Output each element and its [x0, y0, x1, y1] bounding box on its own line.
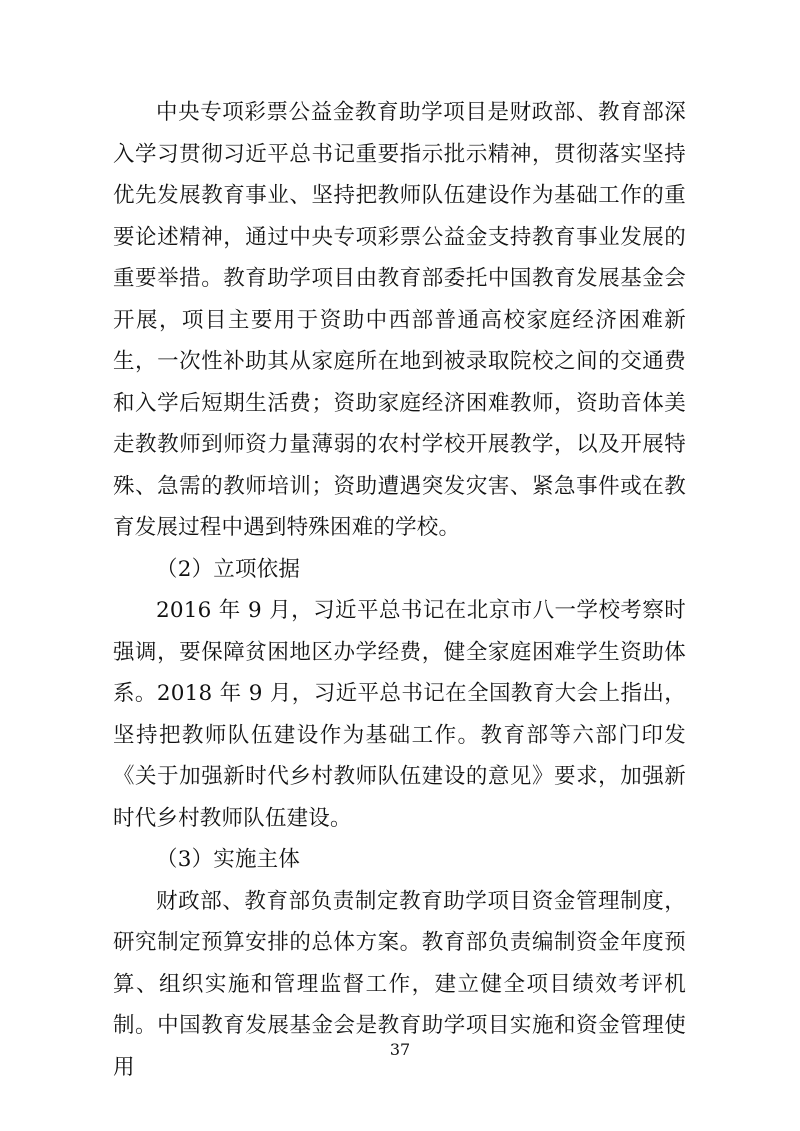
paragraph-basis-of-project: 2016 年 9 月，习近平总书记在北京市八一学校考察时强调，要保障贫困地区办学经费，健全家庭困难学生资助体系。2018 年 9 月，习近平总书记在全国教育大会上指出，坚持把教师队伍建设作为基础工作。教育部等六部门印发《关于加强新时代乡村教师队伍建设的意见》要求，加强新时代乡村教师队伍建设。: [113, 598, 686, 831]
heading-basis-of-project: （2）立项依据: [156, 556, 301, 582]
document-body: [113, 92, 686, 1088]
heading-implementing-body: （3）实施主体: [156, 847, 301, 872]
paragraph-project-overview: 中央专项彩票公益金教育助学项目是财政部、教育部深入学习贯彻习近平总书记重要指示批示精神，贯彻落实坚持优先发展教育事业、坚持把教师队伍建设作为基础工作的重要论述精神，通过中央专项彩票公益金支持教育事业发展的重要举措。教育助学项目由教育部委托中国教育发展基金会开展，项目主要用于资助中西部普通高校家庭经济困难新生，一次性补助其从家庭所在地到被录取院校之间的交通费和入学后短期生活费；资助家庭经济困难教师，资助音体美走教教师到师资力量薄弱的农村学校开展教学，以及开展特殊、急需的教师培训；资助遭遇突发灾害、紧急事件或在教育发展过程中遇到特殊困难的学校。: [113, 100, 686, 540]
paragraph-implementing-body: 财政部、教育部负责制定教育助学项目资金管理制度，研究制定预算安排的总体方案。教育部负责编制资金年度预算、组织实施和管理监督工作，建立健全项目绩效考评机制。中国教育发展基金会是教育助学项目实施和资金管理使用: [113, 888, 686, 1080]
page-number: 37: [389, 1040, 411, 1059]
